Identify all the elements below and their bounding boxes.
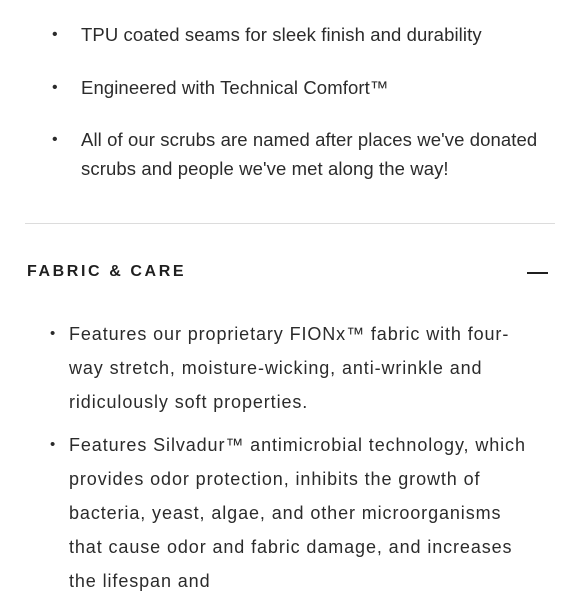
feature-text: All of our scrubs are named after places we've donated scrubs and people we've met along the way! bbox=[81, 129, 538, 179]
bullet-icon: • bbox=[52, 131, 58, 148]
fabric-care-accordion-header[interactable] bbox=[0, 252, 580, 296]
fabric-care-title: FABRIC & CARE bbox=[27, 263, 187, 280]
fabric-care-text: Features our proprietary FIONx™ fabric with four-way stretch, moisture-wicking, anti-wrinkle and ridiculously soft properties. bbox=[69, 324, 510, 412]
bullet-icon: • bbox=[50, 436, 56, 453]
bullet-icon: • bbox=[50, 325, 56, 342]
bullet-icon: • bbox=[52, 26, 58, 43]
minus-icon[interactable] bbox=[527, 272, 548, 274]
section-divider bbox=[25, 223, 555, 224]
feature-text: TPU coated seams for sleek finish and durability bbox=[81, 24, 482, 45]
bullet-icon: • bbox=[52, 79, 58, 96]
feature-text: Engineered with Technical Comfort™ bbox=[81, 77, 389, 98]
fabric-care-text: Features Silvadur™ antimicrobial technology, which provides odor protection, inhibits the growth of bacteria, yeast, algae, and other microorganisms that cause odor and fabric damage, and increases the lifespan and bbox=[69, 435, 526, 591]
